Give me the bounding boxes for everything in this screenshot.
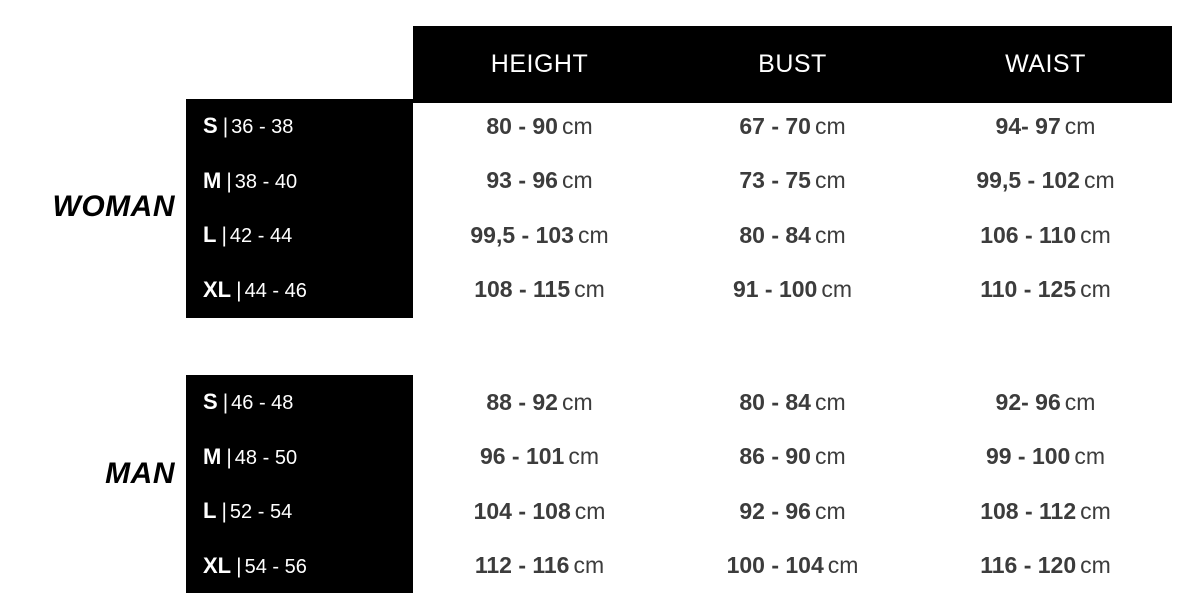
size-cell	[186, 444, 413, 470]
waist-cell	[919, 113, 1172, 140]
bust-value: 67 - 70	[739, 112, 811, 139]
bust-value: 80 - 84	[739, 388, 811, 415]
height-cell	[413, 389, 666, 416]
waist-unit: cm	[1074, 443, 1106, 470]
waist-unit: cm	[1064, 388, 1096, 415]
height-unit: cm	[577, 221, 609, 248]
size-range: 54 - 56	[244, 555, 307, 578]
height-value: 108 - 115	[474, 276, 571, 303]
height-unit: cm	[561, 112, 593, 139]
waist-value: 94- 97	[995, 112, 1061, 139]
waist-value: 108 - 112	[980, 497, 1077, 524]
waist-cell	[919, 498, 1172, 525]
size-separator: |	[222, 391, 229, 415]
size-cell	[186, 498, 413, 524]
height-cell	[413, 498, 666, 525]
table-row	[186, 539, 1172, 594]
waist-unit: cm	[1064, 112, 1096, 139]
bust-cell	[666, 389, 919, 416]
bust-value: 100 - 104	[726, 552, 824, 579]
column-header-bust: BUST	[758, 50, 827, 78]
height-value: 99,5 - 103	[470, 221, 574, 248]
waist-unit: cm	[1080, 497, 1111, 524]
size-separator: |	[221, 224, 227, 248]
bust-value: 92 - 96	[739, 497, 811, 524]
height-unit: cm	[574, 497, 606, 524]
height-value: 88 - 92	[486, 388, 558, 415]
table-row	[186, 208, 1172, 263]
waist-unit: cm	[1080, 552, 1111, 579]
waist-cell	[919, 552, 1172, 579]
man-rows	[186, 375, 1172, 593]
size-code: XL	[203, 276, 232, 302]
size-cell	[186, 277, 413, 303]
bust-unit: cm	[814, 443, 846, 470]
size-separator: |	[236, 554, 242, 578]
size-range: 52 - 54	[229, 501, 293, 524]
height-unit: cm	[561, 388, 593, 415]
size-range: 48 - 50	[234, 446, 298, 469]
height-cell	[413, 552, 666, 579]
bust-value: 73 - 75	[739, 167, 811, 194]
waist-value: 99 - 100	[985, 443, 1071, 470]
waist-cell	[919, 222, 1172, 249]
size-code: M	[203, 443, 222, 469]
height-unit: cm	[568, 443, 600, 470]
table-row	[186, 484, 1172, 539]
size-code: XL	[203, 552, 232, 578]
bust-value: 91 - 100	[732, 276, 818, 303]
height-value: 93 - 96	[486, 167, 558, 194]
size-separator: |	[222, 115, 229, 139]
height-value: 80 - 90	[486, 112, 558, 139]
waist-value: 116 - 120	[980, 552, 1077, 579]
waist-cell	[919, 389, 1172, 416]
size-code: M	[203, 167, 222, 193]
height-cell	[413, 113, 666, 140]
waist-unit: cm	[1083, 167, 1115, 194]
height-unit: cm	[561, 167, 593, 194]
waist-unit: cm	[1080, 221, 1111, 248]
bust-cell	[666, 552, 919, 579]
size-separator: |	[226, 445, 232, 469]
table-header-band	[413, 26, 1172, 103]
size-code: S	[203, 389, 218, 415]
size-code: L	[203, 498, 217, 524]
height-cell	[413, 443, 666, 470]
bust-unit: cm	[814, 388, 846, 415]
waist-cell	[919, 167, 1172, 194]
height-cell	[413, 222, 666, 249]
bust-unit: cm	[814, 167, 846, 194]
size-range: 42 - 44	[229, 225, 293, 248]
height-unit: cm	[573, 552, 605, 579]
height-cell	[413, 276, 666, 303]
table-row	[186, 263, 1172, 318]
bust-cell	[666, 113, 919, 140]
table-row	[186, 375, 1172, 430]
waist-value: 99,5 - 102	[976, 167, 1080, 194]
size-cell	[186, 553, 413, 579]
waist-value: 92- 96	[995, 388, 1061, 415]
bust-value: 80 - 84	[739, 221, 811, 248]
size-cell	[186, 168, 413, 194]
size-range: 38 - 40	[234, 170, 298, 193]
waist-cell	[919, 443, 1172, 470]
bust-value: 86 - 90	[739, 443, 811, 470]
table-row	[186, 99, 1172, 154]
size-cell	[186, 113, 413, 139]
bust-cell	[666, 276, 919, 303]
bust-cell	[666, 167, 919, 194]
column-header-waist: WAIST	[1005, 50, 1086, 78]
bust-unit: cm	[814, 221, 846, 248]
woman-rows	[186, 99, 1172, 317]
size-range: 46 - 48	[231, 392, 294, 415]
table-row	[186, 154, 1172, 209]
column-header-height: HEIGHT	[490, 50, 589, 78]
height-value: 104 - 108	[473, 497, 571, 524]
size-range: 44 - 46	[244, 279, 307, 302]
size-range: 36 - 38	[231, 116, 294, 139]
height-unit: cm	[574, 276, 605, 303]
bust-unit: cm	[827, 552, 859, 579]
bust-cell	[666, 443, 919, 470]
bust-cell	[666, 498, 919, 525]
size-cell	[186, 222, 413, 248]
group-label-woman: WOMAN	[52, 190, 175, 223]
bust-unit: cm	[821, 276, 853, 303]
table-row	[186, 430, 1172, 485]
height-value: 112 - 116	[474, 552, 570, 579]
size-cell	[186, 389, 413, 415]
height-cell	[413, 167, 666, 194]
size-code: S	[203, 113, 218, 139]
bust-unit: cm	[814, 497, 846, 524]
waist-value: 110 - 125	[980, 276, 1077, 303]
waist-unit: cm	[1080, 276, 1111, 303]
height-value: 96 - 101	[479, 443, 565, 470]
waist-value: 106 - 110	[980, 221, 1077, 248]
size-code: L	[203, 222, 217, 248]
size-separator: |	[221, 500, 227, 524]
size-separator: |	[226, 169, 232, 193]
size-separator: |	[236, 278, 242, 302]
bust-unit: cm	[814, 112, 846, 139]
bust-cell	[666, 222, 919, 249]
group-label-man: MAN	[105, 457, 175, 490]
waist-cell	[919, 276, 1172, 303]
